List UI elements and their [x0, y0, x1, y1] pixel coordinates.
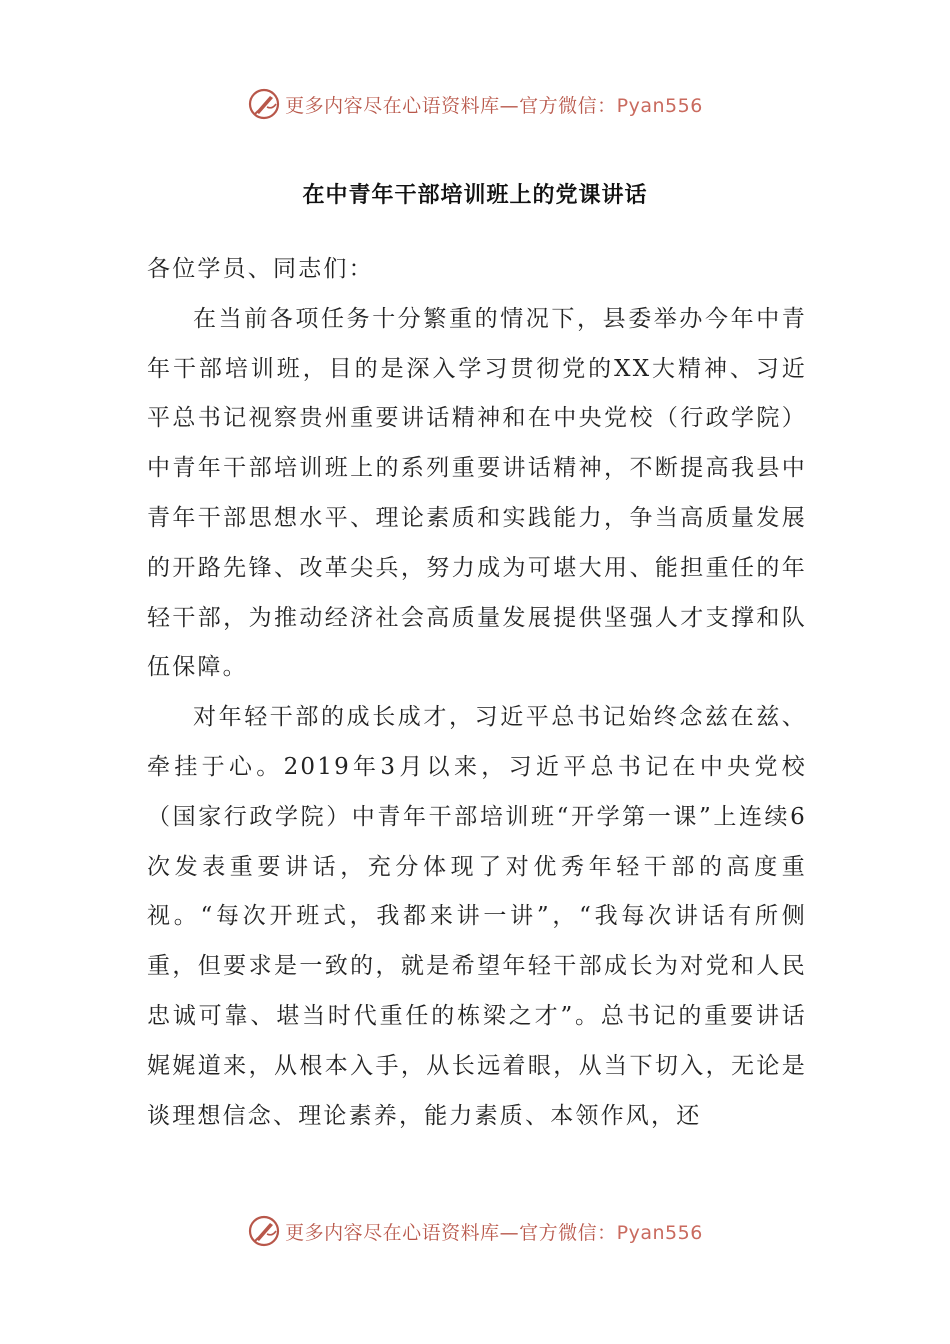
page-title: 在中青年干部培训班上的党课讲话 [302, 183, 648, 208]
quill-circle-icon [247, 87, 281, 121]
paragraph: 对年轻干部的成长成才，习近平总书记始终念兹在兹、牵挂于心。2019年3月以来，习近平总书记在中央党校（国家行政学院）中青年干部培训班“开学第一课”上连续6次发表重要讲话，充分体现了对优秀年轻干部的高度重视。“每次开班式，我都来讲一讲”，“我每次讲话有所侧重，但要求是一致的，就是希望年轻干部成长为对党和人民忠诚可靠、堪当时代重任的栋梁之才”。总书记的重要讲话娓娓道来，从根本入手，从长远着眼，从当下切入，无论是谈理想信念、理论素养，能力素质、本领作风，还 [147, 704, 807, 1129]
quill-circle-icon [247, 1214, 281, 1248]
wechat-handle: Pyan556 [616, 94, 703, 117]
salutation: 各位学员、同志们： [147, 256, 374, 282]
banner-text: 更多内容尽在心语资料库—官方微信：Pyan556 [285, 1221, 703, 1244]
paragraph: 在当前各项任务十分繁重的情况下，县委举办今年中青年干部培训班，目的是深入学习贯彻党的XX大精神、习近平总书记视察贵州重要讲话精神和在中央党校（行政学院）中青年干部培训班上的系列重要讲话精神，不断提高我县中青年干部思想水平、理论素质和实践能力，争当高质量发展的开路先锋、改革尖兵，努力成为可堪大用、能担重任的年轻干部，为推动经济社会高质量发展提供坚强人才支撑和队伍保障。 [147, 305, 807, 681]
wechat-handle: Pyan556 [616, 1221, 703, 1244]
footer-banner [0, 1211, 950, 1251]
banner-text: 更多内容尽在心语资料库—官方微信：Pyan556 [285, 94, 703, 117]
document-body [147, 245, 807, 1141]
header-banner [0, 84, 950, 124]
